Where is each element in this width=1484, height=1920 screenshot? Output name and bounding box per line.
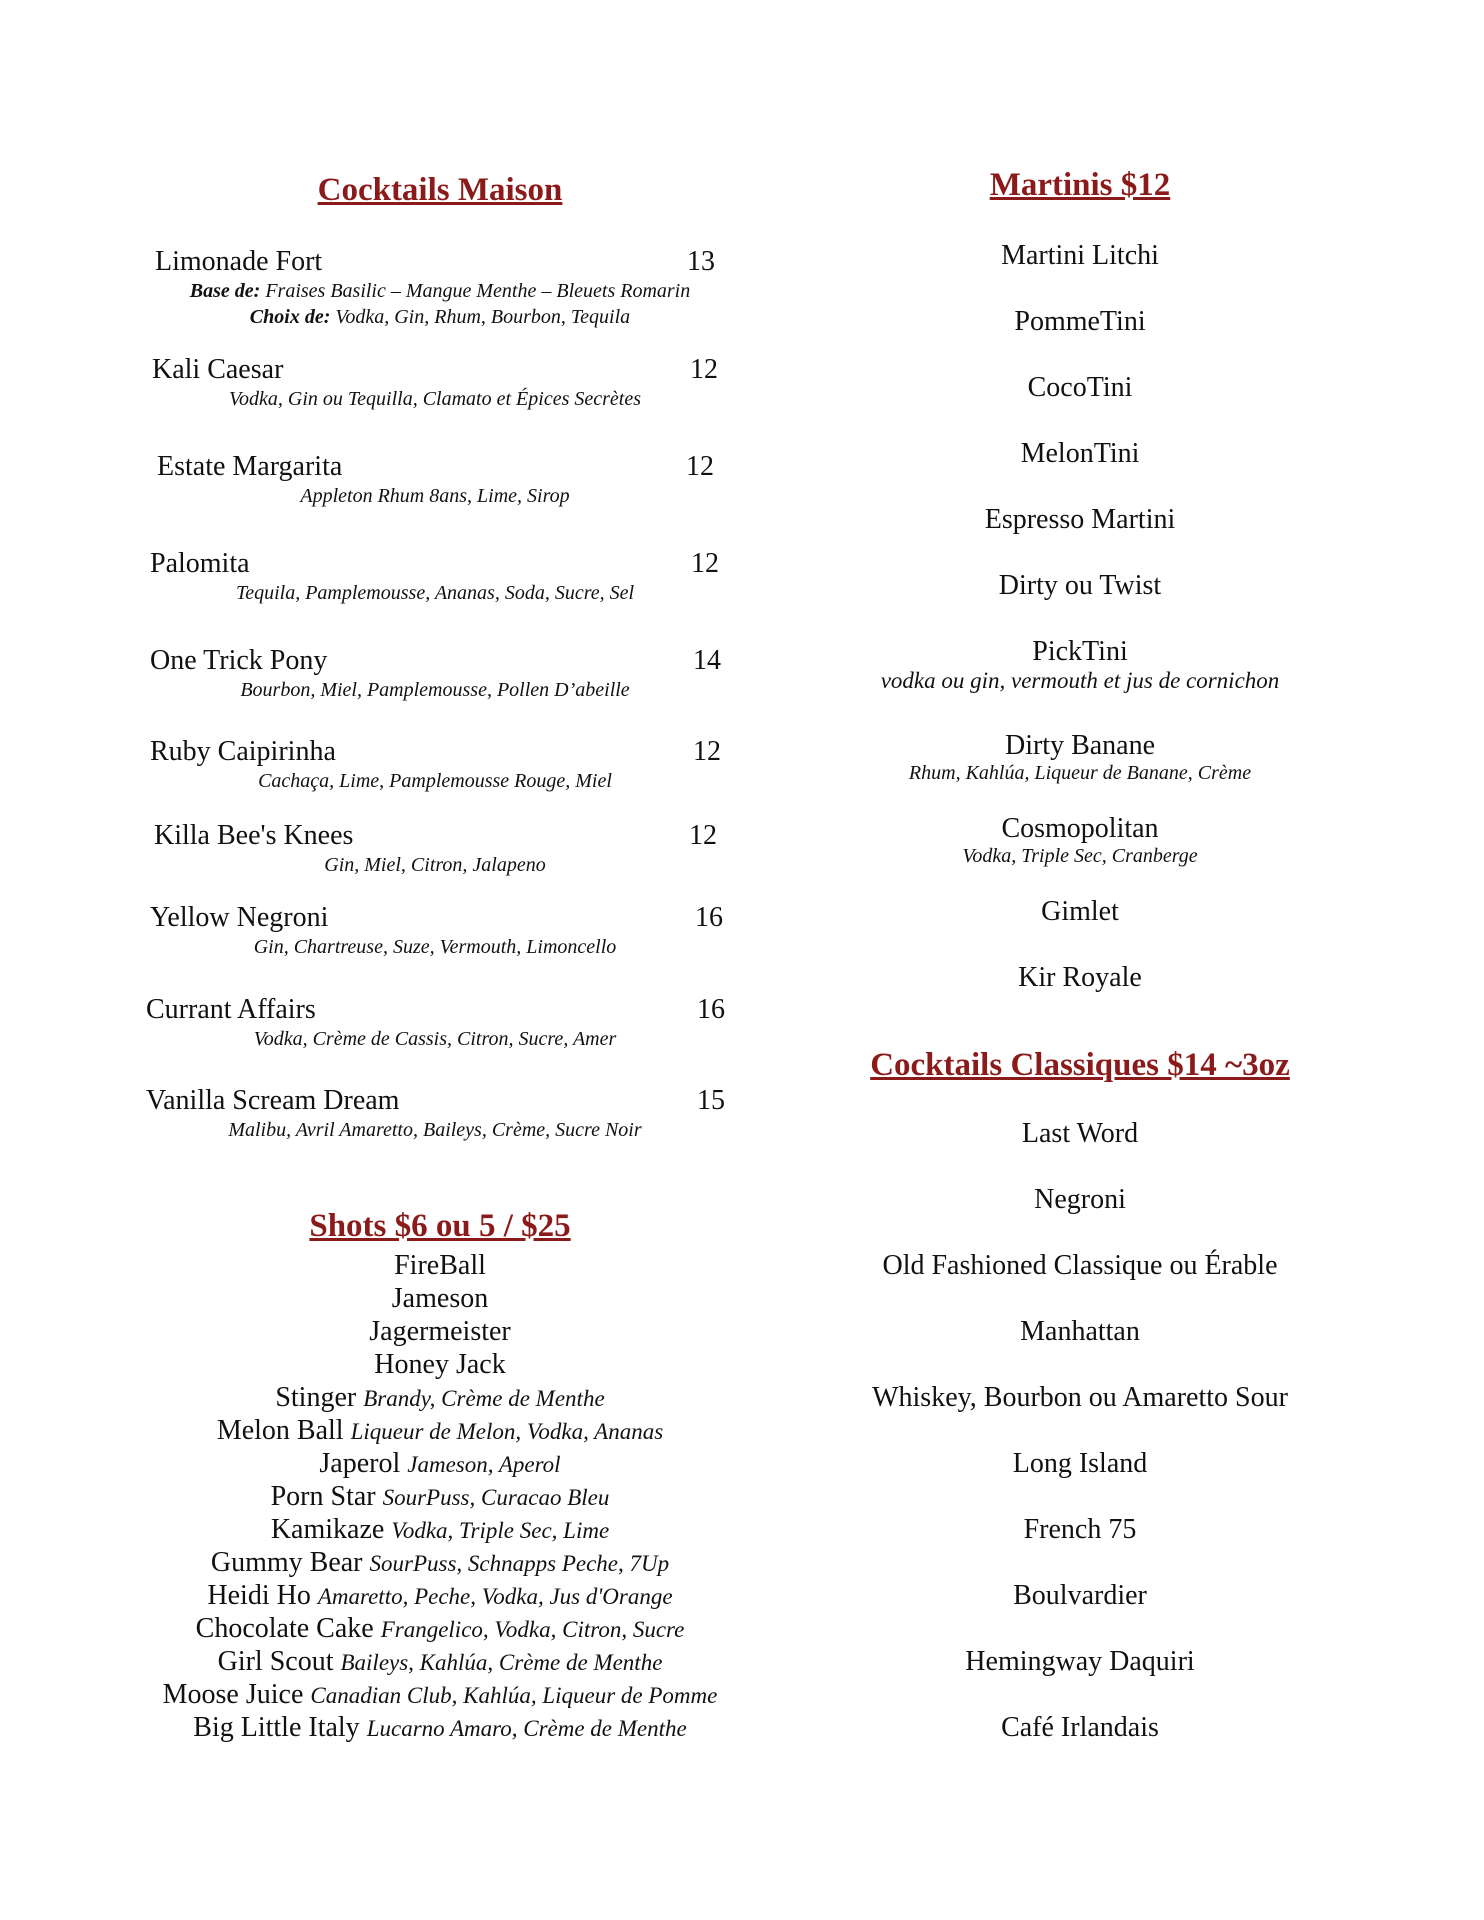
martini-item: [820, 438, 1340, 470]
shot-desc: Canadian Club, Kahlúa, Liqueur de Pomme: [310, 1683, 718, 1708]
classic-name: Old Fashioned Classique ou Érable: [882, 1250, 1278, 1281]
choice-label: Choix de:: [249, 306, 331, 328]
martini-item: [820, 240, 1340, 272]
shot-item: [0, 1250, 880, 1282]
shot-item: [0, 1316, 880, 1348]
shot-desc: SourPuss, Schnapps Peche, 7Up: [369, 1551, 670, 1576]
classic-item: [820, 1250, 1340, 1282]
martini-name: Espresso Martini: [984, 504, 1176, 535]
martini-desc: Vodka, Triple Sec, Cranberge: [962, 845, 1198, 867]
shot-item: [0, 1514, 880, 1546]
classic-item: [820, 1118, 1340, 1150]
classic-name: Hemingway Daquiri: [965, 1646, 1195, 1677]
classic-name: Last Word: [1021, 1118, 1139, 1149]
classic-name: Long Island: [1012, 1448, 1148, 1479]
shot-item: [0, 1679, 880, 1711]
martini-item: [820, 570, 1340, 602]
item-choice: [140, 306, 740, 329]
classic-name: Café Irlandais: [1001, 1712, 1159, 1743]
classic-item: [820, 1646, 1340, 1678]
martinis-title: Martinis $12: [989, 167, 1171, 203]
martini-name: PommeTini: [1014, 306, 1146, 337]
item-name: One Trick Pony: [150, 645, 328, 676]
martini-item: [820, 962, 1340, 994]
classic-item: [820, 1448, 1340, 1480]
shot-name: Jameson: [391, 1283, 489, 1314]
martini-item: [820, 504, 1340, 536]
item-price: 12: [691, 548, 719, 579]
item-name: Limonade Fort: [155, 246, 323, 277]
item-base: [140, 280, 740, 303]
shot-desc: Baileys, Kahlúa, Crème de Menthe: [340, 1650, 663, 1675]
shot-name: Moose Juice: [162, 1679, 304, 1710]
shot-item: [0, 1415, 880, 1447]
shot-name: Kamikaze: [270, 1514, 385, 1545]
shot-desc: Jameson, Aperol: [407, 1452, 561, 1477]
item-name: Estate Margarita: [157, 451, 343, 482]
shot-name: Honey Jack: [374, 1349, 506, 1380]
martini-name: Cosmopolitan: [1001, 813, 1159, 844]
shot-item: [0, 1481, 880, 1513]
classic-name: Boulvardier: [1013, 1580, 1147, 1611]
item-price: 12: [686, 451, 714, 482]
martini-item: [820, 896, 1340, 928]
classic-item: [820, 1580, 1340, 1612]
shot-name: Big Little Italy: [193, 1712, 360, 1743]
martini-name: PickTini: [1032, 636, 1128, 667]
item-price: 15: [697, 1085, 725, 1116]
martini-name: MelonTini: [1020, 438, 1140, 469]
shot-item: [0, 1547, 880, 1579]
classic-item: [820, 1514, 1340, 1546]
shot-name: Porn Star: [270, 1481, 376, 1512]
item-desc: Malibu, Avril Amaretto, Baileys, Crème, Sucre Noir: [228, 1119, 642, 1141]
shot-name: Japerol: [319, 1448, 401, 1479]
item-price: 16: [697, 994, 725, 1025]
martini-name: Kir Royale: [1018, 962, 1142, 993]
martini-name: Dirty Banane: [1004, 730, 1156, 761]
item-name: Palomita: [150, 548, 250, 579]
item-name: Vanilla Scream Dream: [146, 1085, 400, 1116]
shot-desc: Amaretto, Peche, Vodka, Jus d'Orange: [317, 1584, 673, 1609]
shot-item: [0, 1646, 880, 1678]
item-name: Currant Affairs: [146, 994, 316, 1025]
item-desc: Appleton Rhum 8ans, Lime, Sirop: [300, 485, 570, 507]
martini-desc: vodka ou gin, vermouth et jus de cornichon: [880, 668, 1280, 693]
martini-item: [820, 372, 1340, 404]
base-label: Base de:: [189, 280, 261, 302]
item-price: 12: [690, 354, 718, 385]
classic-name: Manhattan: [1020, 1316, 1140, 1347]
classic-item: [820, 1184, 1340, 1216]
item-price: 16: [695, 902, 723, 933]
item-name: Ruby Caipirinha: [150, 736, 336, 767]
shot-name: Heidi Ho: [207, 1580, 311, 1611]
shot-name: Girl Scout: [217, 1646, 334, 1677]
shot-item: [0, 1580, 880, 1612]
classiques-title: Cocktails Classiques $14 ~3oz: [870, 1047, 1290, 1083]
shot-name: Melon Ball: [216, 1415, 344, 1446]
item-desc: Vodka, Gin ou Tequilla, Clamato et Épices Secrètes: [229, 388, 641, 410]
shot-item: [0, 1712, 880, 1744]
shot-desc: SourPuss, Curacao Bleu: [382, 1485, 610, 1510]
shot-name: Chocolate Cake: [195, 1613, 374, 1644]
item-price: 14: [693, 645, 721, 676]
item-price: 12: [693, 736, 721, 767]
martini-item: [820, 813, 1340, 868]
classic-name: French 75: [1023, 1514, 1137, 1545]
item-desc: Gin, Miel, Citron, Jalapeno: [324, 854, 546, 876]
shot-desc: Vodka, Triple Sec, Lime: [391, 1518, 610, 1543]
item-name: Kali Caesar: [152, 354, 284, 385]
shot-name: Stinger: [275, 1382, 357, 1413]
shot-desc: Brandy, Crème de Menthe: [363, 1386, 605, 1411]
martini-name: Dirty ou Twist: [998, 570, 1162, 601]
item-desc: Bourbon, Miel, Pamplemousse, Pollen D’abeille: [240, 679, 630, 701]
item-name: Killa Bee's Knees: [154, 820, 354, 851]
shot-name: Jagermeister: [369, 1316, 511, 1347]
shot-item: [0, 1382, 880, 1414]
shot-name: FireBall: [394, 1250, 486, 1281]
item-price: 13: [687, 246, 715, 277]
choice-text: Vodka, Gin, Rhum, Bourbon, Tequila: [335, 306, 631, 328]
classic-item: [820, 1382, 1340, 1414]
item-desc: Gin, Chartreuse, Suze, Vermouth, Limoncello: [253, 936, 617, 958]
shot-name: Gummy Bear: [210, 1547, 363, 1578]
base-text: Fraises Basilic – Mangue Menthe – Bleuets Romarin: [265, 280, 691, 302]
martini-name: Martini Litchi: [1001, 240, 1159, 271]
classic-item: [820, 1316, 1340, 1348]
shots-title: Shots $6 ou 5 / $25: [309, 1208, 571, 1244]
martini-item: [820, 306, 1340, 338]
item-desc: Tequila, Pamplemousse, Ananas, Soda, Sucre, Sel: [235, 582, 635, 604]
martini-name: Gimlet: [1041, 896, 1119, 927]
martini-item: [820, 636, 1340, 694]
martini-desc: Rhum, Kahlúa, Liqueur de Banane, Crème: [908, 762, 1252, 784]
shot-desc: Liqueur de Melon, Vodka, Ananas: [350, 1419, 664, 1444]
martini-name: CocoTini: [1027, 372, 1133, 403]
cocktails-maison-title: Cocktails Maison: [317, 172, 563, 208]
item-price: 12: [689, 820, 717, 851]
item-desc: Cachaça, Lime, Pamplemousse Rouge, Miel: [258, 770, 612, 792]
item-desc: Vodka, Crème de Cassis, Citron, Sucre, Amer: [253, 1028, 617, 1050]
item-name: Yellow Negroni: [150, 902, 329, 933]
shot-item: [0, 1349, 880, 1381]
shot-desc: Lucarno Amaro, Crème de Menthe: [366, 1716, 687, 1741]
classic-name: Negroni: [1034, 1184, 1126, 1215]
shot-item: [0, 1448, 880, 1480]
classic-item: [820, 1712, 1340, 1744]
shot-item: [0, 1283, 880, 1315]
martini-item: [820, 730, 1340, 785]
classic-name: Whiskey, Bourbon ou Amaretto Sour: [872, 1382, 1288, 1413]
shot-desc: Frangelico, Vodka, Citron, Sucre: [380, 1617, 685, 1642]
shot-item: [0, 1613, 880, 1645]
